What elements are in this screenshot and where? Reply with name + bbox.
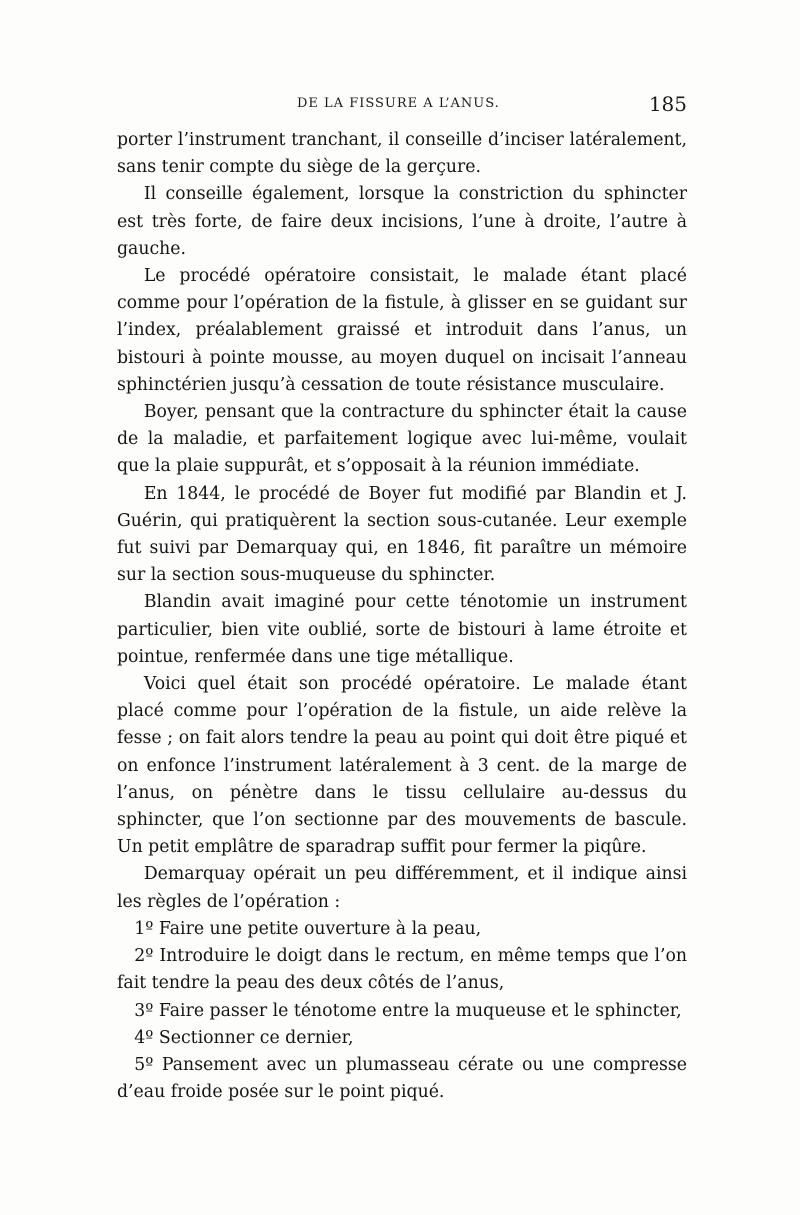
paragraph: Il conseille également, lorsque la constriction du sphincter est très forte, de faire deux incisions, l’une à droite, l’autre à gauche. — [117, 184, 687, 259]
paragraph: porter l’instrument tranchant, il conseille d’inciser latéralement, sans tenir compte du siège de la gerçure. — [117, 130, 687, 178]
step-text: Faire passer le ténotome entre la muqueuse et le sphincter, — [158, 1000, 682, 1021]
page-header — [117, 92, 687, 122]
step-text: Introduire le doigt dans le rectum, en même temps que l’on fait tendre la peau des deux côtés de l’anus, — [117, 946, 687, 994]
paragraph: Blandin avait imaginé pour cette ténotomie un instrument particulier, bien vite oublié, sorte de bistouri à lame étroite et pointue, renfermée dans une tige métallique. — [117, 592, 687, 667]
body-text — [117, 127, 687, 1106]
paragraph: Boyer, pensant que la contracture du sphincter était la cause de la maladie, et parfaitement logique avec lui-même, voulait que la plaie suppurât, et s’opposait à la réunion immédiate. — [117, 402, 687, 477]
step-number: 2º — [134, 946, 154, 967]
step-text: Sectionner ce dernier, — [158, 1027, 354, 1048]
step-number: 3º — [134, 1000, 154, 1021]
step-number: 5º — [134, 1054, 154, 1075]
procedure-step — [117, 1025, 687, 1052]
step-number: 4º — [134, 1027, 154, 1048]
procedure-step — [117, 1052, 687, 1106]
procedure-step — [117, 943, 687, 997]
step-text: Pansement avec un plumasseau cérate ou une compresse d’eau froide posée sur le point piqué. — [117, 1054, 687, 1103]
paragraph: Voici quel était son procédé opératoire. Le malade étant placé comme pour l’opération de la fistule, un aide relève la fesse ; on fait alors tendre la peau au point qui doit être piqué et on enfonce l’instrument latéralement à 3 cent. de la marge de l’anus, on pénètre dans le tissu cellulaire au-dessus du sphincter, que l’on sectionne par des mouvements de bascule. Un petit emplâtre de sparadrap suffit pour fermer la piqûre. — [117, 674, 687, 858]
procedure-step — [117, 998, 687, 1025]
running-title: DE LA FISSURE A L’ANUS. — [297, 96, 500, 111]
paragraph: Le procédé opératoire consistait, le malade étant placé comme pour l’opération de la fistule, à glisser en se guidant sur l’index, préalablement graissé et introduit dans l’anus, un bistouri à pointe mousse, au moyen duquel on incisait l’anneau sphinctérien jusqu’à cessation de toute résistance musculaire. — [117, 266, 687, 395]
step-number: 1º — [134, 918, 154, 939]
paragraph: En 1844, le procédé de Boyer fut modifié par Blandin et J. Guérin, qui pratiquèrent la section sous-cutanée. Leur exemple fut suivi par Demarquay qui, en 1846, fit paraître un mémoire sur la section sous-muqueuse du sphincter. — [117, 483, 687, 586]
paragraph: Demarquay opérait un peu différemment, et il indique ainsi les règles de l’opération : — [117, 864, 687, 912]
step-text: Faire une petite ouverture à la peau, — [158, 918, 482, 939]
procedure-step — [117, 916, 687, 943]
page-number: 185 — [648, 92, 687, 116]
